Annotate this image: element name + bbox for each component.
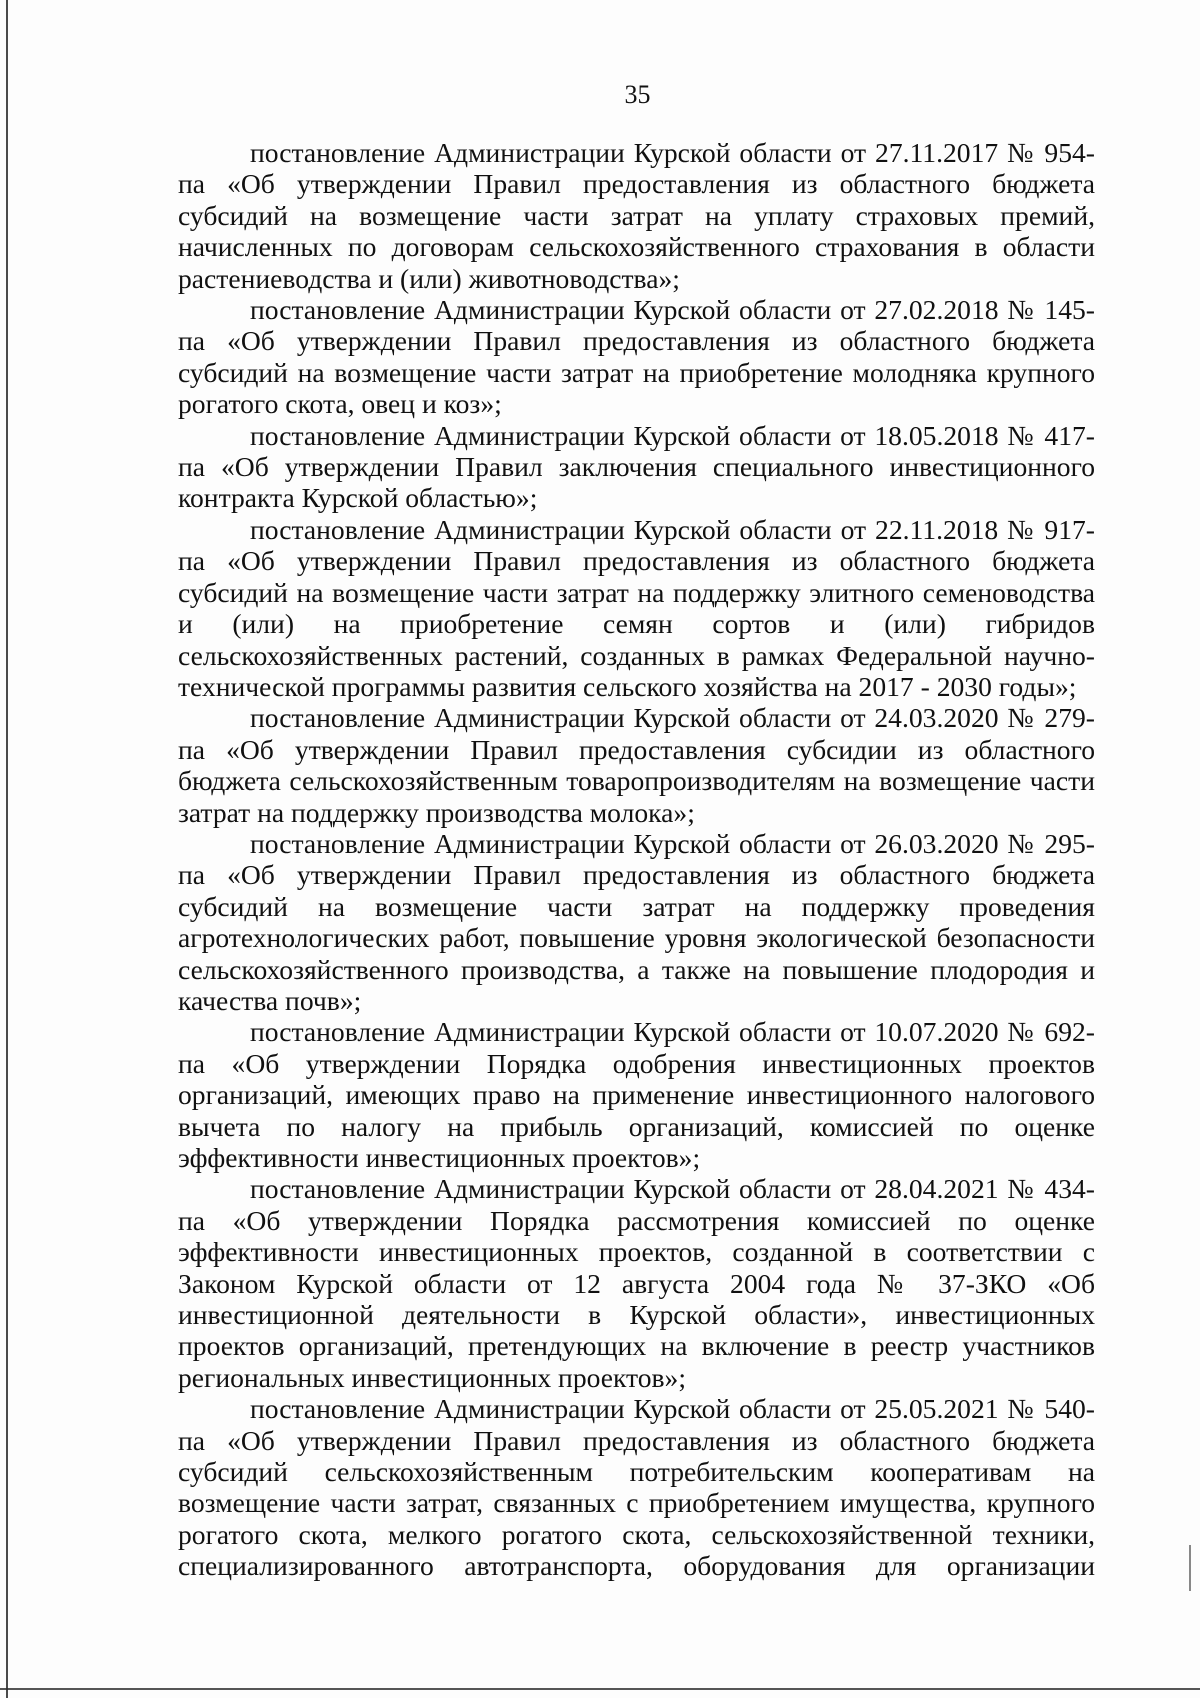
paragraph-resolution-145: постановление Администрации Курской области от 27.02.2018 № 145-па «Об утверждении Правил предоставления из областного бюджета субсидий на возмещение части затрат на приобретение молодняка крупного рогатого скота, овец и коз»; [178, 294, 1095, 420]
document-body [178, 137, 1095, 1582]
paragraph-resolution-540: постановление Администрации Курской области от 25.05.2021 № 540-па «Об утверждении Правил предоставления из областного бюджета субсидий сельскохозяйственным потребительским кооперативам на возмещение части затрат, связанных с приобретением имущества, крупного рогатого скота, мелкого рогатого скота, сельскохозяйственной техники, специализированного автотранспорта, оборудования для организации [178, 1393, 1095, 1582]
paragraph-resolution-417: постановление Администрации Курской области от 18.05.2018 № 417-па «Об утверждении Правил заключения специального инвестиционного контракта Курской областью»; [178, 419, 1095, 514]
scan-mark-right [1189, 1545, 1191, 1591]
page-number: 35 [624, 80, 651, 109]
scan-edge-bottom [0, 1688, 1200, 1690]
paragraph-resolution-434: постановление Администрации Курской области от 28.04.2021 № 434-па «Об утверждении Порядка рассмотрения комиссией по оценке эффективности инвестиционных проектов, созданной в соответствии с Законом Курской области от 12 августа 2004 года № 37-ЗКО «Об инвестиционной деятельности в Курской области», инвестиционных проектов организаций, претендующих на включение в реестр участников региональных инвестиционных проектов»; [178, 1173, 1095, 1393]
paragraph-resolution-295: постановление Администрации Курской области от 26.03.2020 № 295-па «Об утверждении Правил предоставления из областного бюджета субсидий на возмещение части затрат на поддержку проведения агротехнологических работ, повышение уровня экологической безопасности сельскохозяйственного производства, а также на повышение плодородия и качества почв»; [178, 827, 1095, 1016]
paragraph-resolution-954: постановление Администрации Курской области от 27.11.2017 № 954-па «Об утверждении Правил предоставления из областного бюджета субсидий на возмещение части затрат на уплату страховых премий, начисленных по договорам сельскохозяйственного страхования в области растениеводства и (или) животноводства»; [178, 137, 1095, 294]
scan-edge-left [6, 0, 8, 1698]
paragraph-resolution-917: постановление Администрации Курской области от 22.11.2018 № 917-па «Об утверждении Правил предоставления из областного бюджета субсидий на возмещение части затрат на поддержку элитного семеноводства и (или) на приобретение семян сортов и (или) гибридов сельскохозяйственных растений, созданных в рамках Федеральной научно-технической программы развития сельского хозяйства на 2017 - 2030 годы»; [178, 513, 1095, 702]
paragraph-resolution-692: постановление Администрации Курской области от 10.07.2020 № 692-па «Об утверждении Порядка одобрения инвестиционных проектов организаций, имеющих право на применение инвестиционного налогового вычета по налогу на прибыль организаций, комиссией по оценке эффективности инвестиционных проектов»; [178, 1016, 1095, 1173]
paragraph-resolution-279: постановление Администрации Курской области от 24.03.2020 № 279-па «Об утверждении Правил предоставления субсидии из областного бюджета сельскохозяйственным товаропроизводителям на возмещение части затрат на поддержку производства молока»; [178, 702, 1095, 828]
